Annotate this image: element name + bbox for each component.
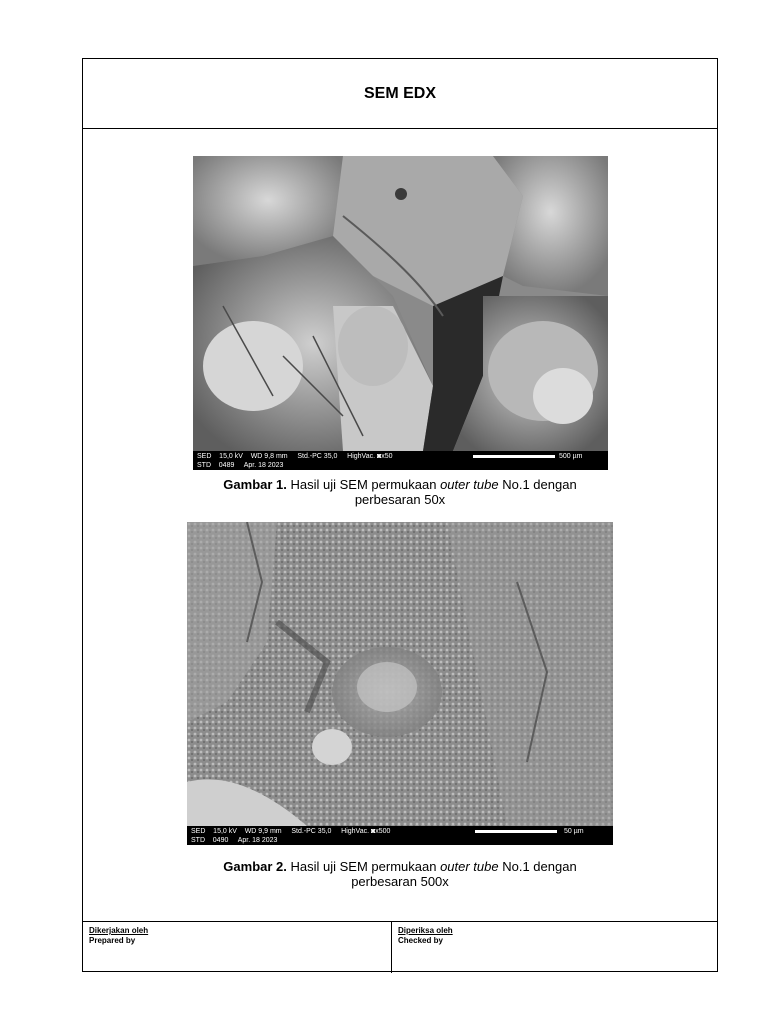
scale-label: 500 µm bbox=[559, 453, 583, 460]
checked-by-sub: Checked by bbox=[398, 936, 443, 945]
caption-line bbox=[83, 859, 717, 874]
sem-micrograph-2 bbox=[187, 522, 613, 826]
camera-icon: ◙ bbox=[371, 828, 376, 835]
sem-image-1 bbox=[193, 156, 608, 470]
caption-text: Hasil uji SEM permukaan bbox=[286, 859, 441, 874]
prepared-by-label: Dikerjakan oleh bbox=[89, 926, 149, 935]
camera-icon: ◙ bbox=[377, 453, 382, 460]
title-row bbox=[83, 59, 717, 129]
sem-image-2 bbox=[187, 522, 613, 845]
sem-micrograph-1 bbox=[193, 156, 608, 451]
prepared-by-sub: Prepared by bbox=[89, 936, 136, 945]
caption-text: Hasil uji SEM permukaan bbox=[286, 477, 441, 492]
sem-info-line-2: STD 0489 Apr. 18 2023 bbox=[197, 462, 284, 469]
caption-text: No.1 dengan bbox=[498, 477, 577, 492]
sem-info-line-1: SED 15,0 kV WD 9,9 mm Std.-PC 35,0 HighVac. bbox=[191, 828, 370, 835]
caption-text: No.1 dengan bbox=[498, 859, 577, 874]
checked-by-cell bbox=[392, 922, 718, 973]
caption-italic: outer tube bbox=[440, 859, 499, 874]
figure-caption-1 bbox=[83, 477, 717, 507]
checked-by-label: Diperiksa oleh bbox=[398, 926, 453, 935]
document-frame bbox=[82, 58, 718, 972]
scale-bar bbox=[473, 455, 555, 458]
sem-info-bar-2 bbox=[187, 826, 613, 845]
caption-label: Gambar 1. bbox=[223, 477, 287, 492]
caption-italic: outer tube bbox=[440, 477, 499, 492]
figure-caption-2 bbox=[83, 859, 717, 889]
caption-line-2: perbesaran 50x bbox=[354, 492, 446, 507]
caption-line-2: perbesaran 500x bbox=[351, 874, 449, 889]
scale-bar bbox=[475, 830, 557, 833]
sem-magnification: x50 bbox=[381, 453, 393, 460]
sem-info-line-2: STD 0490 Apr. 18 2023 bbox=[191, 837, 278, 844]
scale-label: 50 µm bbox=[564, 828, 584, 835]
sem-info-line-1: SED 15,0 kV WD 9,8 mm Std.-PC 35,0 HighVac. bbox=[197, 453, 376, 460]
prepared-by-cell bbox=[83, 922, 392, 973]
caption-label: Gambar 2. bbox=[223, 859, 287, 874]
sem-info-bar-1 bbox=[193, 451, 608, 470]
signature-footer bbox=[83, 921, 717, 973]
caption-line bbox=[83, 477, 717, 492]
sem-magnification: x500 bbox=[375, 828, 391, 835]
page-title: SEM EDX bbox=[363, 84, 436, 102]
